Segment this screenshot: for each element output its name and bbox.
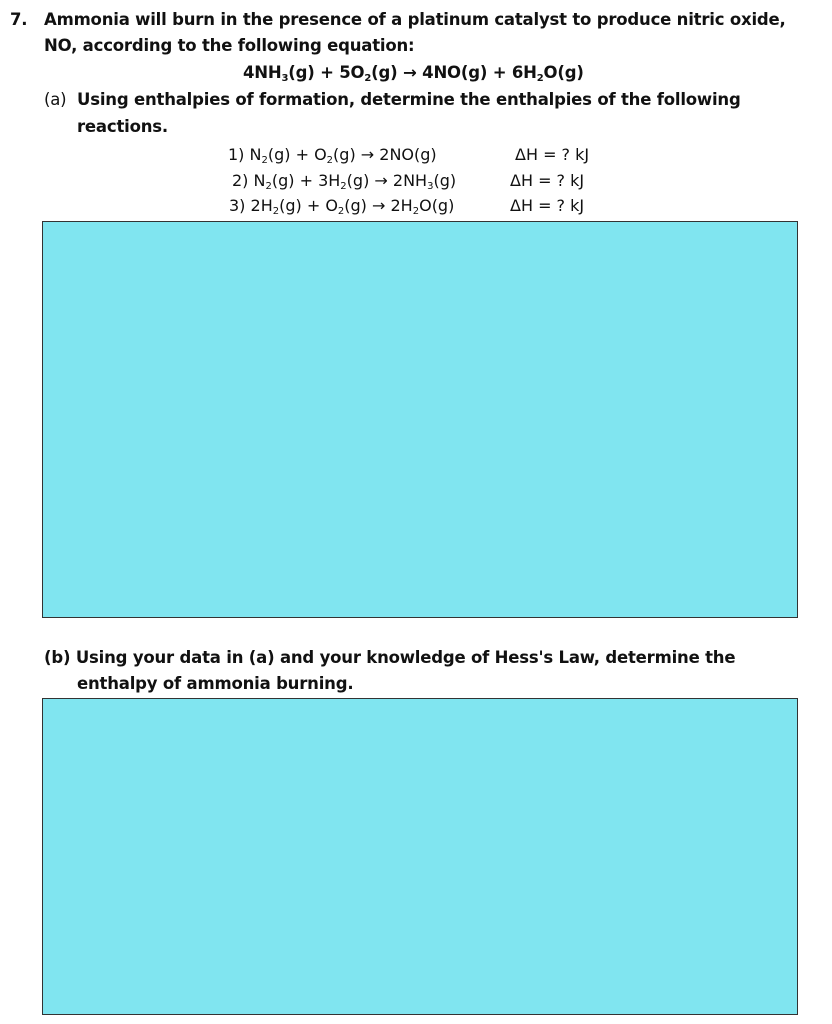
reaction-2-enthalpy: ΔH = ? kJ [510,171,585,190]
part-a-line-1: Using enthalpies of formation, determine the enthalpies of the following [77,90,741,109]
equation-text: 1) N [228,145,262,164]
equation-text: (g) + O [279,196,338,215]
equation-text: (g) [433,171,457,190]
part-b-line-2: enthalpy of ammonia burning. [77,674,354,693]
equation-text: 3) 2H [229,196,273,215]
equation-text: O(g) [419,196,455,215]
reaction-1-enthalpy: ΔH = ? kJ [515,145,590,164]
subscript: 2 [340,181,347,192]
reaction-1-equation [228,145,437,164]
subscript: 2 [265,181,272,192]
question-number: 7. [10,10,28,29]
subscript: 2 [272,206,280,217]
question-line-1: Ammonia will burn in the presence of a platinum catalyst to produce nitric oxide, [44,10,786,29]
subscript: 2 [412,206,420,217]
equation-text: (g) + 5O [288,63,365,82]
subscript: 3 [281,73,289,84]
equation-text: (g) → 2NH [346,171,428,190]
subscript: 2 [364,73,372,84]
equation-text: (g) → 2H [344,196,413,215]
subscript: 2 [326,155,334,166]
subscript: 2 [337,206,345,217]
reaction-3-equation [229,196,454,215]
reaction-2-equation [232,171,456,190]
main-equation [243,63,584,82]
part-a-line-2: reactions. [77,117,168,136]
equation-text: (g) → 4NO(g) + 6H [371,63,537,82]
question-line-2: NO, according to the following equation: [44,36,415,55]
equation-text: (g) + O [267,145,327,164]
equation-text: (g) → 2NO(g) [333,145,437,164]
subscript: 3 [427,181,434,192]
equation-text: 4NH [243,63,282,82]
answer-box-b[interactable] [42,698,798,1015]
subscript: 2 [536,73,544,84]
reaction-3-enthalpy: ΔH = ? kJ [510,196,585,215]
equation-text: O(g) [543,63,584,82]
equation-text: (g) + 3H [271,171,341,190]
equation-text: 2) N [232,171,266,190]
part-b-line-1: (b) Using your data in (a) and your knowledge of Hess's Law, determine the [44,648,736,667]
answer-box-a[interactable] [42,221,798,618]
part-a-label: (a) [44,90,67,109]
subscript: 2 [261,155,268,166]
